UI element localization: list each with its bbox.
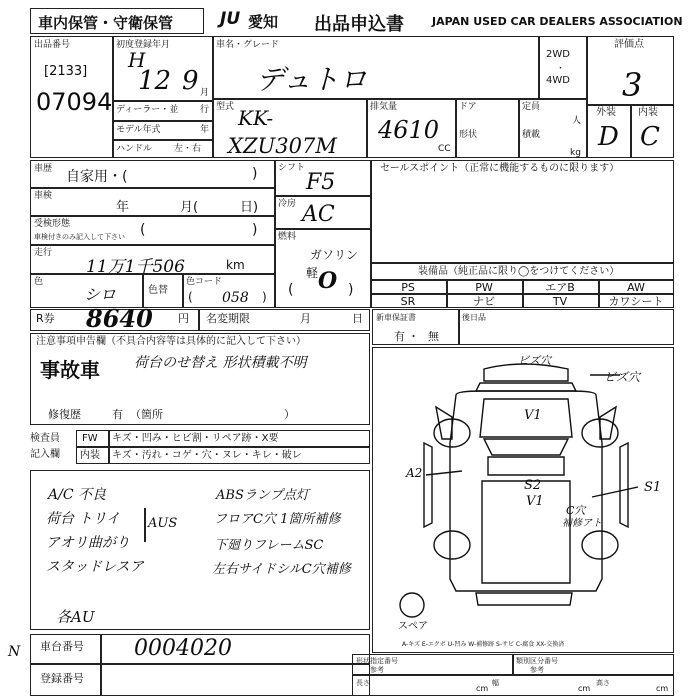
history-value: 自家用・( — [66, 169, 128, 185]
cert-label: 新車保証書 — [376, 313, 416, 322]
remark-mid: AUS — [148, 516, 178, 531]
equip-ps[interactable]: PS — [401, 280, 415, 294]
shift-value: F5 — [306, 170, 336, 195]
inspector-label-1: 検査員 — [30, 433, 60, 444]
score-label: 評価点 — [614, 39, 644, 50]
displacement-label: 排気量 — [370, 102, 398, 112]
reg-no-label: 登録番号 — [40, 672, 84, 685]
color-code-close: ) — [262, 290, 267, 304]
cert-none[interactable]: 無 — [428, 330, 439, 343]
repair-place: （箇所 — [130, 408, 163, 421]
cat-label: 類別区分番号 — [516, 657, 558, 665]
color-change-label: 色替 — [148, 285, 168, 296]
model-label: 車名・グレード — [216, 40, 280, 50]
score-value: 3 — [622, 66, 643, 104]
damage-legend: A-キズ E-エクボ U-凹み W-補修跡 S-サビ C-腐食 XX-交換済 — [402, 641, 565, 648]
car-diagram — [372, 347, 674, 653]
load-label: 積載 — [522, 130, 541, 140]
wheel-rl — [434, 531, 470, 559]
notes-text: 荷台のせ替え 形状積載不明 — [134, 355, 307, 371]
inspector-label-2: 記入欄 — [30, 449, 60, 460]
remark-left-3: スタッドレスア — [46, 559, 144, 575]
int-grade-label: 内装 — [638, 107, 658, 118]
length-label: 長さ — [356, 679, 370, 687]
height-label: 高さ — [596, 679, 610, 687]
shift-label: シフト — [278, 163, 306, 173]
fw-label: FW — [82, 433, 98, 444]
inspection-month-unit: 月( — [180, 200, 199, 215]
history-label: 車歴 — [34, 164, 53, 174]
type-prefix: KK- — [238, 106, 274, 130]
spare-tire — [400, 593, 424, 617]
ext-grade-label: 外装 — [596, 107, 616, 118]
form-title: 出品申込書 — [314, 14, 404, 35]
model-name: デュトロ — [256, 63, 368, 96]
displacement-unit: CC — [438, 144, 451, 154]
lot-bracket: [2133] — [44, 64, 88, 79]
mark-v1: V1 — [526, 494, 544, 509]
cat-ref: 参考 — [530, 666, 544, 674]
equip-aw[interactable]: AW — [627, 280, 645, 294]
capacity-label: 定員 — [522, 102, 541, 112]
front-bumper — [476, 383, 576, 391]
remark-right-2: 下廻りフレームSC — [214, 538, 324, 553]
rear-bumper — [476, 593, 572, 605]
reg-label: 初度登録年月 — [116, 40, 171, 50]
door-label: ドア — [459, 102, 477, 112]
inspection-label: 車検 — [34, 191, 53, 201]
inspection-mode-close: ) — [252, 222, 258, 238]
model-year-label: モデル年式 — [116, 125, 161, 135]
association-en: JAPAN USED CAR DEALERS ASSOCIATION — [432, 15, 683, 28]
fuel-light-label: 軽 — [306, 266, 319, 280]
ac-label: 冷房 — [278, 199, 297, 209]
inspection-year-unit: 年 — [116, 200, 130, 215]
fuel-type: ガソリン — [310, 248, 359, 262]
inspection-day-unit: 日) — [240, 200, 259, 215]
color-label: 色 — [34, 277, 44, 287]
capacity-unit: 人 — [572, 116, 582, 126]
association-jp: 愛知 — [248, 13, 279, 31]
spec-label: 形状指定番号 — [356, 657, 398, 665]
dealer-label: ディーラー・並 — [116, 105, 179, 115]
displacement-value: 4610 — [378, 116, 440, 144]
ju-logo: JU — [220, 9, 241, 29]
equip-airbag[interactable]: エアB — [545, 281, 575, 294]
remark-bottom: 各AU — [56, 608, 95, 626]
right-side-view — [620, 443, 628, 527]
r-ticket-row — [30, 309, 370, 331]
spare-label: スペア — [398, 621, 428, 632]
equip-tv[interactable]: TV — [552, 294, 568, 308]
lot-label: 出品番号 — [34, 40, 71, 50]
margin-mark: N — [8, 644, 21, 660]
remark-left-0: A/C 不良 — [48, 487, 106, 503]
width-unit: cm — [578, 684, 591, 693]
color-code: 058 — [222, 290, 249, 306]
wheel-rr — [582, 531, 618, 559]
reg-year: 12 — [138, 66, 172, 96]
inspection-mode-note: 車検付きのみ記入して下さい — [34, 233, 125, 241]
handle-opts: 左・右 — [174, 144, 202, 154]
type-code: XZU307M — [228, 134, 337, 158]
fw-items: キズ・凹み・ヒビ割・リペア跡・X要 — [112, 433, 279, 444]
remark-left-2: アオリ曲がり — [46, 535, 130, 551]
notes-stamp: 事故車 — [40, 358, 100, 382]
cert-has[interactable]: 有 — [394, 330, 405, 343]
reg-era: H — [128, 48, 146, 72]
color-code-label: 色コード — [186, 277, 223, 287]
notes-label: 注意事項申告欄（不具合内容等は具体的に記入して下さい） — [36, 336, 306, 347]
fuel-value: O — [318, 268, 338, 294]
remark-left-1: 荷台 トリイ — [46, 511, 121, 527]
chassis-value: 0004020 — [134, 636, 232, 661]
r-ticket-value: 8640 — [86, 304, 153, 333]
windshield — [484, 439, 568, 455]
equip-leather-seat[interactable]: カワシート — [608, 295, 664, 308]
later-item-label: 後日品 — [462, 313, 486, 322]
equip-sr[interactable]: SR — [400, 294, 416, 308]
cab-roof — [488, 457, 564, 475]
chassis-label: 車台番号 — [40, 640, 84, 653]
handle-label: ハンドル — [116, 144, 153, 154]
dealer-unit: 行 — [200, 105, 210, 115]
name-change-label: 名変期限 — [206, 312, 250, 325]
color-code-open: ( — [188, 290, 193, 304]
mileage-value: 11万1千506 — [86, 257, 185, 277]
drive-sep: ・ — [556, 64, 566, 74]
mileage-unit: km — [226, 258, 245, 272]
equip-pw[interactable]: PW — [475, 280, 493, 294]
mark-bizu-right: ビズ穴 — [604, 370, 641, 384]
drive-4wd: 4WD — [546, 75, 570, 86]
sales-point-label: セールスポイント（正常に機能するものに限ります） — [380, 163, 620, 174]
fuel-open: ( — [288, 282, 294, 298]
mark-c-hole: C穴 — [566, 504, 586, 517]
width-label: 幅 — [492, 679, 499, 687]
storage-label: 車内保管・守衛保管 — [38, 14, 174, 32]
mark-repair: 補修アト — [562, 518, 602, 529]
ext-grade: D — [598, 122, 619, 152]
remark-right-0: ABSランプ点灯 — [216, 488, 309, 503]
repair-has[interactable]: 有 — [112, 408, 123, 421]
shape-label: 形状 — [459, 130, 478, 140]
remark-right-1: フロアC穴 1箇所補修 — [214, 512, 341, 527]
repair-label: 修復歴 — [48, 408, 81, 421]
int-grade: C — [640, 122, 660, 152]
in-label: 内装 — [80, 450, 100, 461]
name-change-day: 日 — [352, 312, 363, 325]
repair-close: ） — [284, 408, 295, 421]
fuel-close: ) — [348, 282, 354, 298]
reg-month: 9 — [182, 66, 199, 96]
r-ticket-unit: 円 — [178, 312, 189, 325]
drive-2wd: 2WD — [546, 49, 570, 60]
mileage-label: 走行 — [34, 248, 53, 258]
r-ticket-label: R券 — [36, 312, 55, 325]
color-value: シロ — [84, 285, 117, 304]
mark-s1: S1 — [644, 480, 662, 495]
height-unit: cm — [656, 684, 669, 693]
fuel-label: 燃料 — [278, 232, 297, 242]
spec-ref: 参考 — [370, 666, 384, 674]
mark-top-v1: V1 — [524, 408, 542, 423]
cert-sep: ・ — [408, 330, 419, 343]
left-side-view — [424, 443, 432, 527]
mark-a2: A2 — [406, 466, 423, 480]
ac-value: AC — [302, 202, 335, 227]
reg-month-unit: 月 — [200, 88, 210, 98]
inspection-mode-open: ( — [140, 222, 146, 238]
equip-navi[interactable]: ナビ — [473, 295, 495, 308]
lot-number: 07094 — [36, 88, 113, 116]
type-label: 型式 — [216, 102, 235, 112]
mark-s2: S2 — [524, 478, 542, 493]
name-change-month: 月 — [300, 312, 311, 325]
model-year-unit: 年 — [200, 125, 210, 135]
in-items: キズ・汚れ・コゲ・穴・ヌレ・キレ・破レ — [112, 450, 302, 461]
equipment-label: 装備品（純正品に限り◯をつけてください） — [418, 266, 620, 277]
length-unit: cm — [476, 684, 489, 693]
load-unit: kg — [570, 148, 581, 158]
mark-bizu-top: ビズ穴 — [518, 354, 551, 367]
remark-right-3: 左右サイドシルC穴補修 — [212, 562, 351, 577]
history-close: ) — [252, 166, 258, 182]
inspection-mode-label: 受検形態 — [34, 219, 71, 229]
